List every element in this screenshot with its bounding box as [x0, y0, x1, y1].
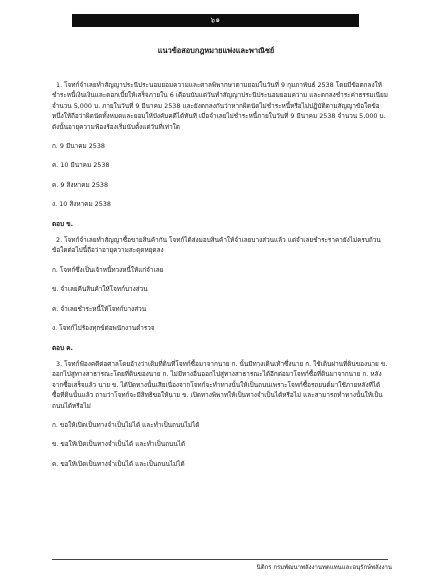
- question-text: 1. โจทก์จำเลยทำสัญญาประนีประนอมยอมความและศาลพิพากษาตามยอมในวันที่ 9 กุมภาพันธ์ 2538 โดยมีข้อตกลงให้ชำระหนี้เงินเงินและดอกเบี้ยให้เสร็จภายใน 6 เดือนนับแต่วันทำสัญญาประนีประนอมยอมความ และตกลงชำระค่าธรรมเนียมจำนวน 5,000 บ. ภายในวันที่ 9 มีนาคม 2538 และยังตกลงกันว่าหากผิดนัดไม่ชำระหนี้หรือไม่ปฏิบัติตามสัญญาข้อใดข้อหนึ่งให้ถือว่าผิดนัดทั้งหมดและยอมให้บังคับคดีได้ทันที เมื่อจำเลยไม่ชำระหนี้ภายในวันที่ 9 มีนาคม 2538 จำนวน 5,000 บ. ดังนั้นอายุความฟ้องร้องเริ่มนับตั้งแต่วันที่เท่าใด: [52, 81, 388, 131]
- option-item: ก. ขอให้เปิดเป็นทางจำเป็นไม่ได้ และทำเป็นถนนไม่ได้: [52, 420, 200, 429]
- page-number: ๖๑: [210, 16, 221, 24]
- question-text: 3. โจทก์ฟ้องคดีต่อศาลโดยอ้างว่าเดิมที่ดินที่โจทก์ซื้อมาจากนาย ก. นั้นมีทางเดินเท้าซึ่งนาย ก. ใช้เดินผ่านที่ดินของนาย ข. ออกไปสู่ทางสาธารณะโดยที่ดินของนาย ก. ไม่มีทางอื่นออกไปสู่ทางสาธารณะได้อีกต่อมาโจทก์ซื้อที่ดินมาจากนาย ก. หลังจากซื้อเสร็จแล้ว นาย ข. ได้ปิดทางนั้นเสียเนื่องจากโจทก์จะทำทางนั้นให้เป็นถนนเพราะโจทก์ซื้อรถยนต์มาใช้ภายหลังที่ได้ซื้อที่ดินนั้นแล้ว ถามว่าโจทก์จะมีสิทธิขอให้นาย ข. เปิดทางพิพาทให้เป็นทางจำเป็นได้หรือไม่ และสามารถทำทางนั้นให้เป็นถนนได้หรือไม่: [52, 359, 388, 410]
- option-item: ค. 10 มีนาคม 2538: [52, 161, 110, 170]
- option-item: ก. โจทก์ซึ่งเป็นเจ้าหนี้ทวงหนี้ให้แก่จำเลย: [52, 265, 164, 274]
- question-1: [52, 80, 388, 229]
- option-item: ค. จำเลยชำระหนี้ให้โจทก์บางส่วน: [52, 304, 147, 313]
- footer-text: นิติกร กรมพัฒนาพลังงานทดแทนและอนุรักษ์พลังงาน: [256, 564, 392, 571]
- option-item: ก. 9 มีนาคม 2538: [52, 142, 105, 151]
- question-list: [52, 80, 388, 478]
- option-item: ข. ขอให้เปิดเป็นทางจำเป็นได้ และทำเป็นถนนได้: [52, 440, 186, 449]
- answer-label: ตอบ ข.: [52, 219, 74, 228]
- option-item: ง. โจทก์ไปร้องทุกข์ต่อพนักงานตำรวจ: [52, 324, 155, 333]
- option-item: ข. จำเลยคืนสินค้าให้โจทก์บางส่วน: [52, 285, 148, 294]
- question-3: [52, 359, 388, 469]
- option-item: ค. ขอให้เปิดเป็นทางจำเป็นได้ และเป็นถนนไม่ได้: [52, 459, 185, 468]
- option-item: ง. 10 สิงหาคม 2538: [52, 200, 111, 209]
- page-number-tab: [72, 14, 359, 27]
- option-item: ค. 9 สิงหาคม 2538: [52, 180, 109, 189]
- document-title: แนวข้อสอบกฎหมายแพ่งและพาณิชย์: [157, 46, 275, 55]
- answer-label: ตอบ ค.: [52, 343, 73, 352]
- question-text: 2. โจทก์จำเลยทำสัญญาซื้อขายสินค้ากัน โจทก์ได้ส่งมอบสินค้าให้จำเลยบางส่วนแล้ว แต่จำเลยชำระราคายังไม่ครบถ้วน ข้อใดต่อไปนี้ถือว่าอายุความสะดุดหยุดลง: [52, 236, 381, 255]
- question-2: [52, 235, 388, 353]
- footer-divider: [52, 559, 388, 560]
